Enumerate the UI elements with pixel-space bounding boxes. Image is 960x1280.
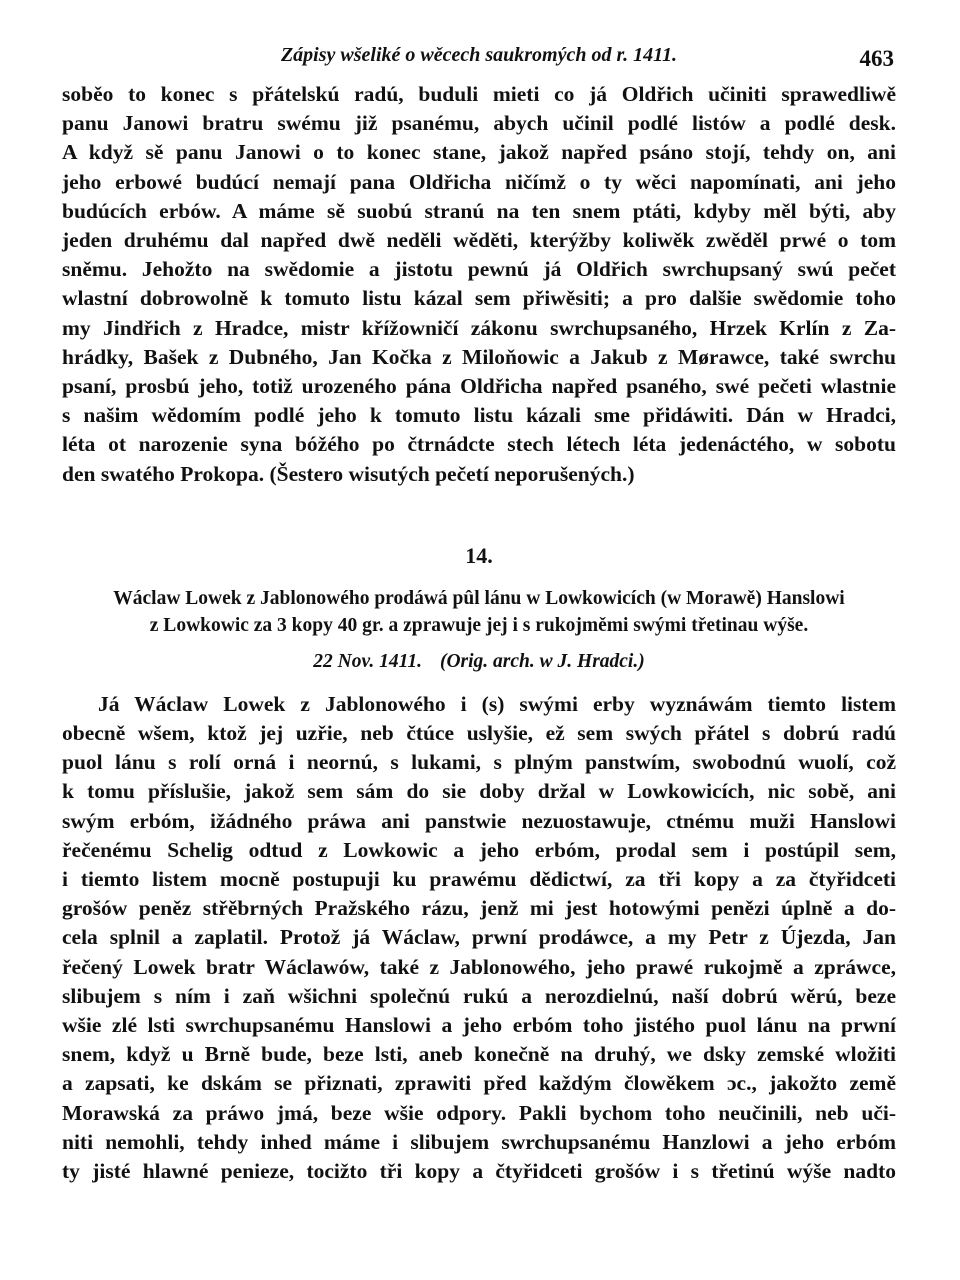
text-line: puol lánu s rolí orná i neornú, s lukami, s plným panstwím, swobodnú wuolí, což xyxy=(62,750,896,775)
text-line: cela splnil a zaplatil. Protož já Wáclaw, prwní prodáwce, a my Petr z Újezda, Jan xyxy=(62,925,896,950)
text-line: panu Janowi bratru swému již psanému, abych učinil podlé listów a podlé desk. xyxy=(62,111,896,136)
document-date: 22 Nov. 1411. xyxy=(313,650,422,672)
text-line: niti nemohli, tehdy inhed máme i slibujem swrchupsanému Hanzlowi a jeho erbóm xyxy=(62,1129,896,1154)
text-line: jeho erbowé budúcí nemají pana Oldřicha ničímž o ty wěci napomínati, ani jeho xyxy=(62,169,896,194)
text-line: řečenému Schelig odtud z Lowkowic a jeho erbóm, prodal sem i postúpil sem, xyxy=(62,837,896,862)
text-line: hrádky, Bašek z Dubného, Jan Kočka z Miloňowic a Jakub z Mørawce, také swrchu xyxy=(62,344,896,369)
text-line: léta ot narozenie syna bóžého po čtrnádcte stech létech léta jedenáctého, w sobotu xyxy=(62,432,896,457)
text-line: a zapsati, ke dskám se přiznati, zprawiti před každým člowěkem ɔc., jakožto země xyxy=(62,1071,896,1096)
text-line: wšie zlé lsti swrchupsanému Hanslowi a jeho erbóm toho jistého puol lánu na prwní xyxy=(62,1013,896,1038)
text-line: wlastní dobrowolně k tomuto listu kázal sem přiwěsiti; a pro dalšie swědomie toho xyxy=(62,286,896,311)
text-line: Já Wáclaw Lowek z Jablonowého i (s) swými erby wyznáwám tiemto listem xyxy=(98,691,896,716)
running-head xyxy=(62,40,896,80)
text-line: i tiemto listem mocně postupuji ku prawému dědictwí, za tři kopy a za čtyřidceti xyxy=(62,867,896,892)
text-line: grošów peněz střěbrných Pražského rázu, jenž mi jest hotowými penězi úplně a do- xyxy=(62,896,896,921)
text-line: my Jindřich z Hradce, mistr křížowničí zákonu swrchupsaného, Hrzek Krlín z Za- xyxy=(62,315,896,340)
text-line: ty jisté hlawné penieze, tocižto tři kopy a čtyřidceti grošów i s třetinú wýše nadto xyxy=(62,1159,896,1184)
summary-line: z Lowkowic za 3 kopy 40 gr. a zprawuje jej i s rukojměmi swými třetinau wýše. xyxy=(149,614,809,636)
text-line: k tomu příslušie, jakož sem sám do sie doby držal w Lowkowicích, nic sobě, ani xyxy=(62,779,896,804)
text-line: sněmu. Jehožto na swědomie a jistotu pewnú já Oldřich swrchupsaný swú pečet xyxy=(62,257,896,282)
text-line: A když sě panu Janowi o to konec stane, jakož napřed psáno stojí, tehdy on, ani xyxy=(62,140,896,165)
text-line: soběo to konec s přátelskú radú, buduli mieti co já Oldřich učiniti sprawedliwě xyxy=(62,82,896,106)
text-line: den swatého Prokopa. (Šestero wisutých pečetí neporušených.) xyxy=(62,461,635,486)
document-summary xyxy=(62,585,896,639)
text-line: řečený Lowek bratr Wáclawów, také z Jablonowého, jeho prawé rukojmě a zpráwce, xyxy=(62,954,896,979)
page-number: 463 xyxy=(859,46,894,71)
text-line: swým erbóm, ižádného práwa ani panstwie nezuostawuje, ctnému muži Hanslowi xyxy=(62,808,896,833)
paragraph-continued xyxy=(62,80,896,489)
text-line: s našim wědomím podlé jeho k tomuto listu kázali sme přidáwiti. Dán w Hradci, xyxy=(62,403,896,428)
text-line: budúcích erbów. A máme sě suobú stranú na ten snem ptáti, kdyby měl býti, aby xyxy=(62,198,896,223)
text-line: slibujem s ním i zaň wšichni společnú rukú a nerozdielnú, naší dobrú wěrú, beze xyxy=(62,983,896,1008)
text-line: snem, když u Brně bude, beze lsti, aneb konečně na druhý, we dsky zemské wložiti xyxy=(62,1042,896,1067)
document-text xyxy=(62,690,896,1186)
running-title: Zápisy wšeliké o wěcech saukromých od r. 1411. xyxy=(280,44,678,66)
text-line: jeden druhému dal napřed dwě neděli wěděti, kterýžby koliwěk zwěděl prwé o tom xyxy=(62,228,896,253)
page xyxy=(62,40,896,1186)
dateline xyxy=(62,648,896,676)
text-line: obecně wšem, ktož jej uzřie, neb čtúce uslyšie, ež sem swých přátel s dobrú radú xyxy=(62,721,896,746)
document-number: 14. xyxy=(465,542,493,568)
text-line: Morawská za práwo jmá, beze wšie odpory. Pakli bychom toho neučinili, neb uči- xyxy=(62,1100,896,1125)
text-line: psaní, prosbú jeho, totiž urozeného pána Oldřicha napřed psaného, swé pečeti wlastnie xyxy=(62,374,896,399)
document-source: (Orig. arch. w J. Hradci.) xyxy=(439,650,645,672)
summary-line: Wáclaw Lowek z Jablonowého prodáwá pûl lánu w Lowkowicích (w Morawě) Hanslowi xyxy=(113,587,845,609)
